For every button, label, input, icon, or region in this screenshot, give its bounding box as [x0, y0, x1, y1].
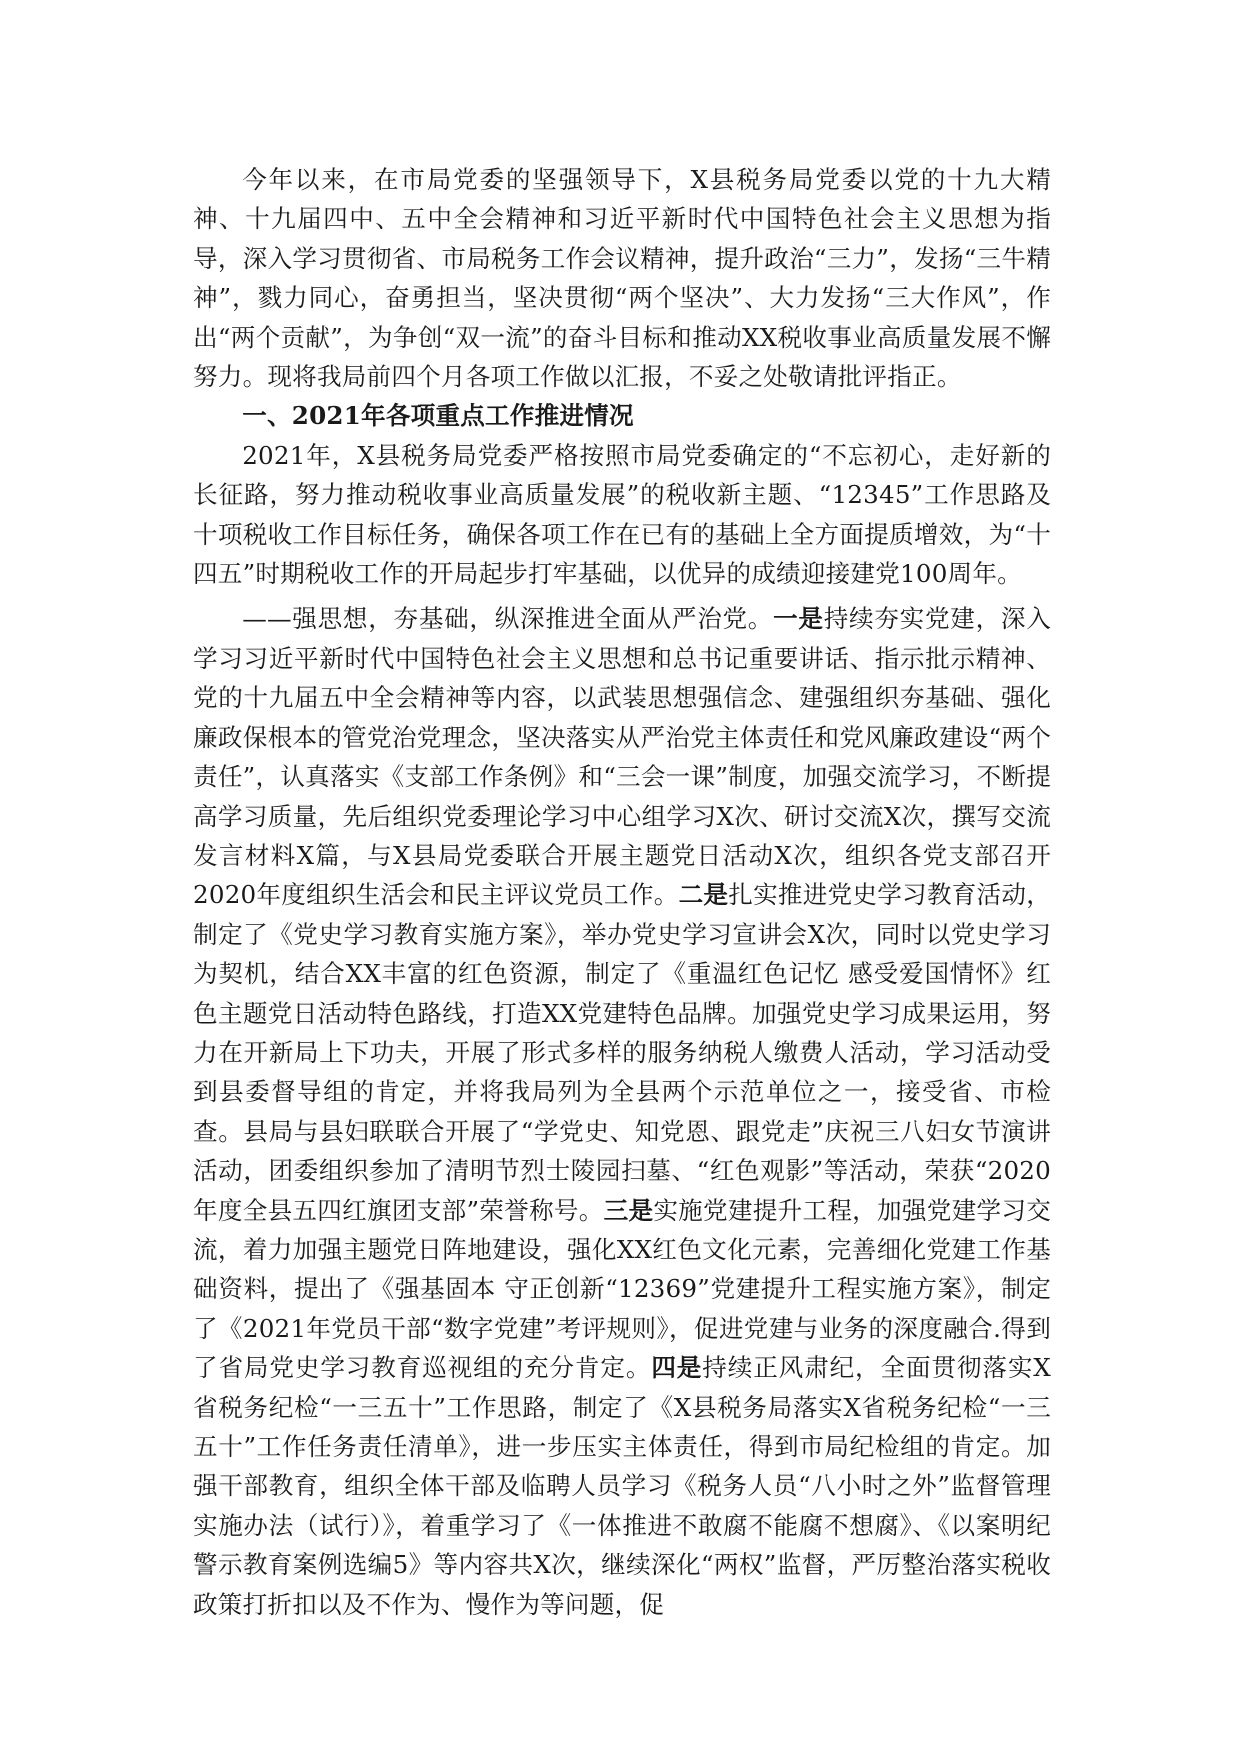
- keyword-second: 二是: [678, 880, 729, 910]
- section-heading: 一、2021年各项重点工作推进情况: [242, 401, 634, 431]
- keyword-first: 一是: [773, 604, 824, 634]
- intro-paragraph: 今年以来，在市局党委的坚强领导下，X县税务局党委以党的十九大精神、十九届四中、五中全会精神和习近平新时代中国特色社会主义思想为指导，深入学习贯彻省、市局税务工作会议精神，提升政治“三力”，发扬“三牛精神”，戮力同心，奋勇担当，坚决贯彻“两个坚决”、大力发扬“三大作风”，作出“两个贡献”，为争创“双一流”的奋斗目标和推动XX税收事业高质量发展不懈努力。现将我局前四个月各项工作做以汇报，不妥之处敬请批评指正。: [193, 165, 1051, 392]
- keyword-third: 三是: [603, 1195, 654, 1225]
- section-intro-paragraph: 2021年，X县税务局党委严格按照市局党委确定的“不忘初心，走好新的长征路，努力推动税收事业高质量发展”的税收新主题、“12345”工作思路及十项税收工作目标任务，确保各项工作在已有的基础上全方面提质增效，为“十四五”时期税收工作的开局起步打牢基础，以优异的成绩迎接建党100周年。: [193, 440, 1051, 589]
- item-first-text: 持续夯实党建，深入学习习近平新时代中国特色社会主义思想和总书记重要讲话、指示批示精神、党的十九届五中全会精神等内容，以武装思想强信念、建强组织夯基础、强化廉政保根本的管党治党理念，坚决落实从严治党主体责任和党风廉政建设“两个责任”，认真落实《支部工作条例》和“三会一课”制度，加强交流学习，不断提高学习质量，先后组织党委理论学习中心组学习X次、研讨交流X次，撰写交流发言材料X篇，与X县局党委联合开展主题党日活动X次，组织各党支部召开2020年度组织生活会和民主评议党员工作。: [193, 604, 1052, 910]
- party-building-paragraph: [193, 599, 1051, 1624]
- item-third-text: 实施党建提升工程，加强党建学习交流，着力加强主题党日阵地建设，强化XX红色文化元素，完善细化党建工作基础资料，提出了《强基固本 守正创新“12369”党建提升工程实施方案》，制定了《2021年党员干部“数字党建”考评规则》，促进党建与业务的深度融合.得到了省局党史学习教育巡视组的充分肯定。: [193, 1195, 1051, 1383]
- item-second-text: 扎实推进党史学习教育活动，制定了《党史学习教育实施方案》，举办党史学习宣讲会X次，同时以党史学习为契机，结合XX丰富的红色资源，制定了《重温红色记忆 感受爱国情怀》红色主题党日活动特色路线，打造XX党建特色品牌。加强党史学习成果运用，努力在开新局上下功夫，开展了形式多样的服务纳税人缴费人活动，学习活动受到县委督导组的肯定，并将我局列为全县两个示范单位之一，接受省、市检查。县局与县妇联联合开展了“学党史、知党恩、跟党走”庆祝三八妇女节演讲活动，团委组织参加了清明节烈士陵园扫墓、“红色观影”等活动，荣获“2020年度全县五四红旗团支部”荣誉称号。: [193, 880, 1051, 1225]
- paragraph-lead: ——强思想，夯基础，纵深推进全面从严治党。: [242, 604, 774, 634]
- keyword-fourth: 四是: [651, 1353, 703, 1383]
- document-page: [193, 160, 1051, 1624]
- item-fourth-text: 持续正风肃纪，全面贯彻落实X省税务纪检“一三五十”工作思路，制定了《X县税务局落实X省税务纪检“一三五十”工作任务责任清单》，进一步压实主体责任，得到市局纪检组的肯定。加强干部教育，组织全体干部及临聘人员学习《税务人员“八小时之外”监督管理实施办法（试行）》，着重学习了《一体推进不敢腐不能腐不想腐》、《以案明纪警示教育案例选编5》等内容共X次，继续深化“两权”监督，严厉整治落实税收政策打折扣以及不作为、慢作为等问题，促: [193, 1353, 1052, 1619]
